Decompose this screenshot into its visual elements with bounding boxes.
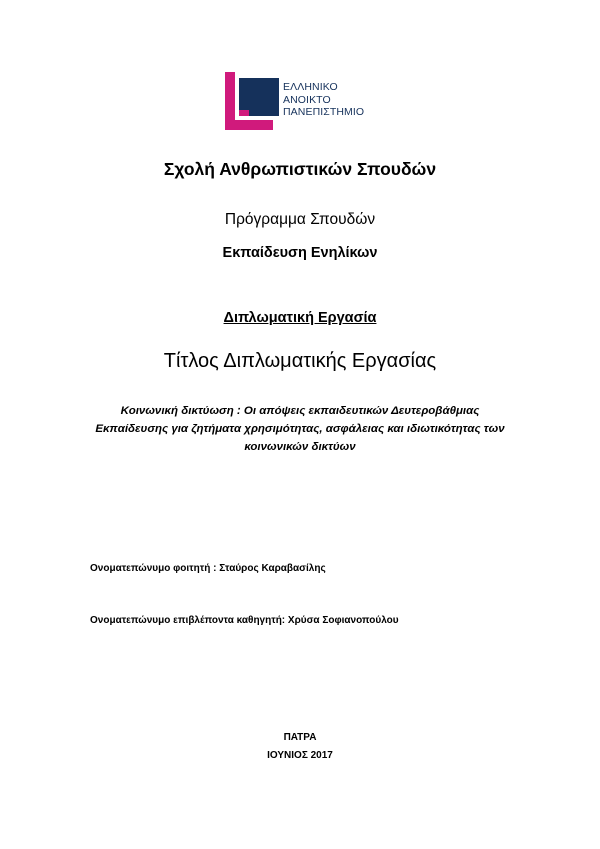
thesis-title: Τίτλος Διπλωματικής Εργασίας bbox=[163, 350, 437, 372]
program-label: Πρόγραμμα Σπουδών bbox=[224, 211, 376, 228]
submission-date: ΙΟΥΝΙΟΣ 2017 bbox=[267, 750, 333, 761]
thesis-label: Διπλωματική Εργασία bbox=[223, 310, 377, 326]
supervisor-name-line: Ονοματεπώνυμο επιβλέποντα καθηγητή: Χρύσα Σοφιανοπούλου bbox=[90, 615, 399, 626]
student-name-line: Ονοματεπώνυμο φοιτητή : Σταύρος Καραβασίλης bbox=[90, 563, 326, 574]
logo-line-2: ΑΝΟΙΚΤΟ bbox=[283, 93, 331, 106]
school-name: Σχολή Ανθρωπιστικών Σπουδών bbox=[163, 159, 437, 179]
university-logo bbox=[225, 72, 385, 132]
logo-line-3: ΠΑΝΕΠΙΣΤΗΜΙΟ bbox=[283, 106, 365, 118]
thesis-subtitle: Κοινωνική δικτύωση : Οι απόψεις εκπαιδευτικών Δευτεροβάθμιας Εκπαίδευσης για ζητήματα χρησιμότητας, ασφάλειας και ιδιωτικότητας των κοινωνικών δικτύων bbox=[95, 405, 505, 453]
logo-line-1: ΕΛΛΗΝΙΚΟ bbox=[283, 81, 338, 93]
specialization-name: Εκπαίδευση Ενηλίκων bbox=[222, 245, 378, 261]
logo-wordmark bbox=[283, 81, 364, 119]
logo-emblem-icon bbox=[225, 72, 281, 132]
city-name: ΠΑΤΡΑ bbox=[283, 732, 317, 743]
